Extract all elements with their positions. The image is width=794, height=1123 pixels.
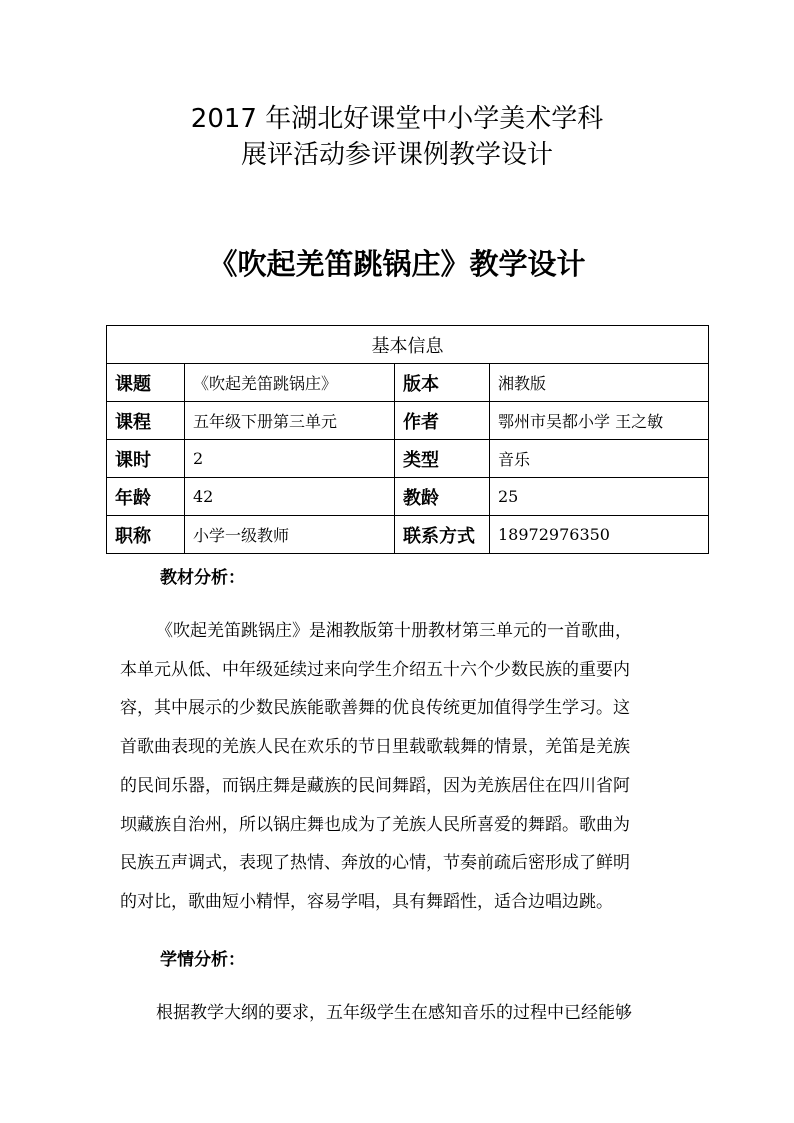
paragraph-line: 的对比，歌曲短小精悍，容易学唱，具有舞蹈性，适合边唱边跳。 [120,891,613,912]
table-row [107,402,709,440]
table-heading-row [107,326,709,364]
table-row [107,364,709,402]
document-title: 《吹起羌笛跳锅庄》教学设计 [208,247,586,281]
section-heading-textbook-analysis: 教材分析： [160,568,245,588]
table-heading: 基本信息 [107,326,709,364]
table-value: 鄂州市吴都小学 王之敏 [490,402,709,440]
paragraph-line: 民族五声调式，表现了热情、奔放的心情，节奏前疏后密形成了鲜明 [120,853,630,874]
table-row [107,516,709,554]
paragraph-line: 首歌曲表现的羌族人民在欢乐的节日里载歌载舞的情景，羌笛是羌族 [120,737,630,758]
table-key: 课时 [107,440,185,478]
table-value: 音乐 [490,440,709,478]
table-value: 25 [490,478,709,516]
table-value: 18972976350 [490,516,709,554]
table-value: 五年级下册第三单元 [185,402,395,440]
paragraph-line: 本单元从低、中年级延续过来向学生介绍五十六个少数民族的重要内 [120,659,630,680]
table-value: 42 [185,478,395,516]
table-key: 课程 [107,402,185,440]
table-key: 年龄 [107,478,185,516]
section-heading-learner-analysis: 学情分析： [160,950,245,970]
table-key: 联系方式 [395,516,490,554]
table-value: 《吹起羌笛跳锅庄》 [185,364,395,402]
paragraph-line: 的民间乐器，而锅庄舞是藏族的民间舞蹈，因为羌族居住在四川省阿 [120,775,630,796]
table-key: 类型 [395,440,490,478]
paragraph-line: 《吹起羌笛跳锅庄》是湘教版第十册教材第三单元的一首歌曲， [156,621,632,641]
table-row [107,478,709,516]
table-value: 小学一级教师 [185,516,395,554]
table-key: 课题 [107,364,185,402]
table-row [107,440,709,478]
paragraph-line: 容，其中展示的少数民族能歌善舞的优良传统更加值得学生学习。这 [120,698,630,719]
header-line-2: 展评活动参评课例教学设计 [240,140,553,170]
table-key: 版本 [395,364,490,402]
table-key: 职称 [107,516,185,554]
paragraph-line: 坝藏族自治州，所以锅庄舞也成为了羌族人民所喜爱的舞蹈。歌曲为 [120,814,630,835]
paragraph-learner-analysis [120,994,690,1033]
table-key: 作者 [395,402,490,440]
table-key: 教龄 [395,478,490,516]
paragraph-textbook-analysis [120,612,690,922]
header-line-1: 2017 年湖北好课堂中小学美术学科 [190,104,604,134]
table-value: 2 [185,440,395,478]
table-value: 湘教版 [490,364,709,402]
basic-info-table [106,325,709,554]
paragraph-line: 根据教学大纲的要求，五年级学生在感知音乐的过程中已经能够 [156,1003,632,1023]
